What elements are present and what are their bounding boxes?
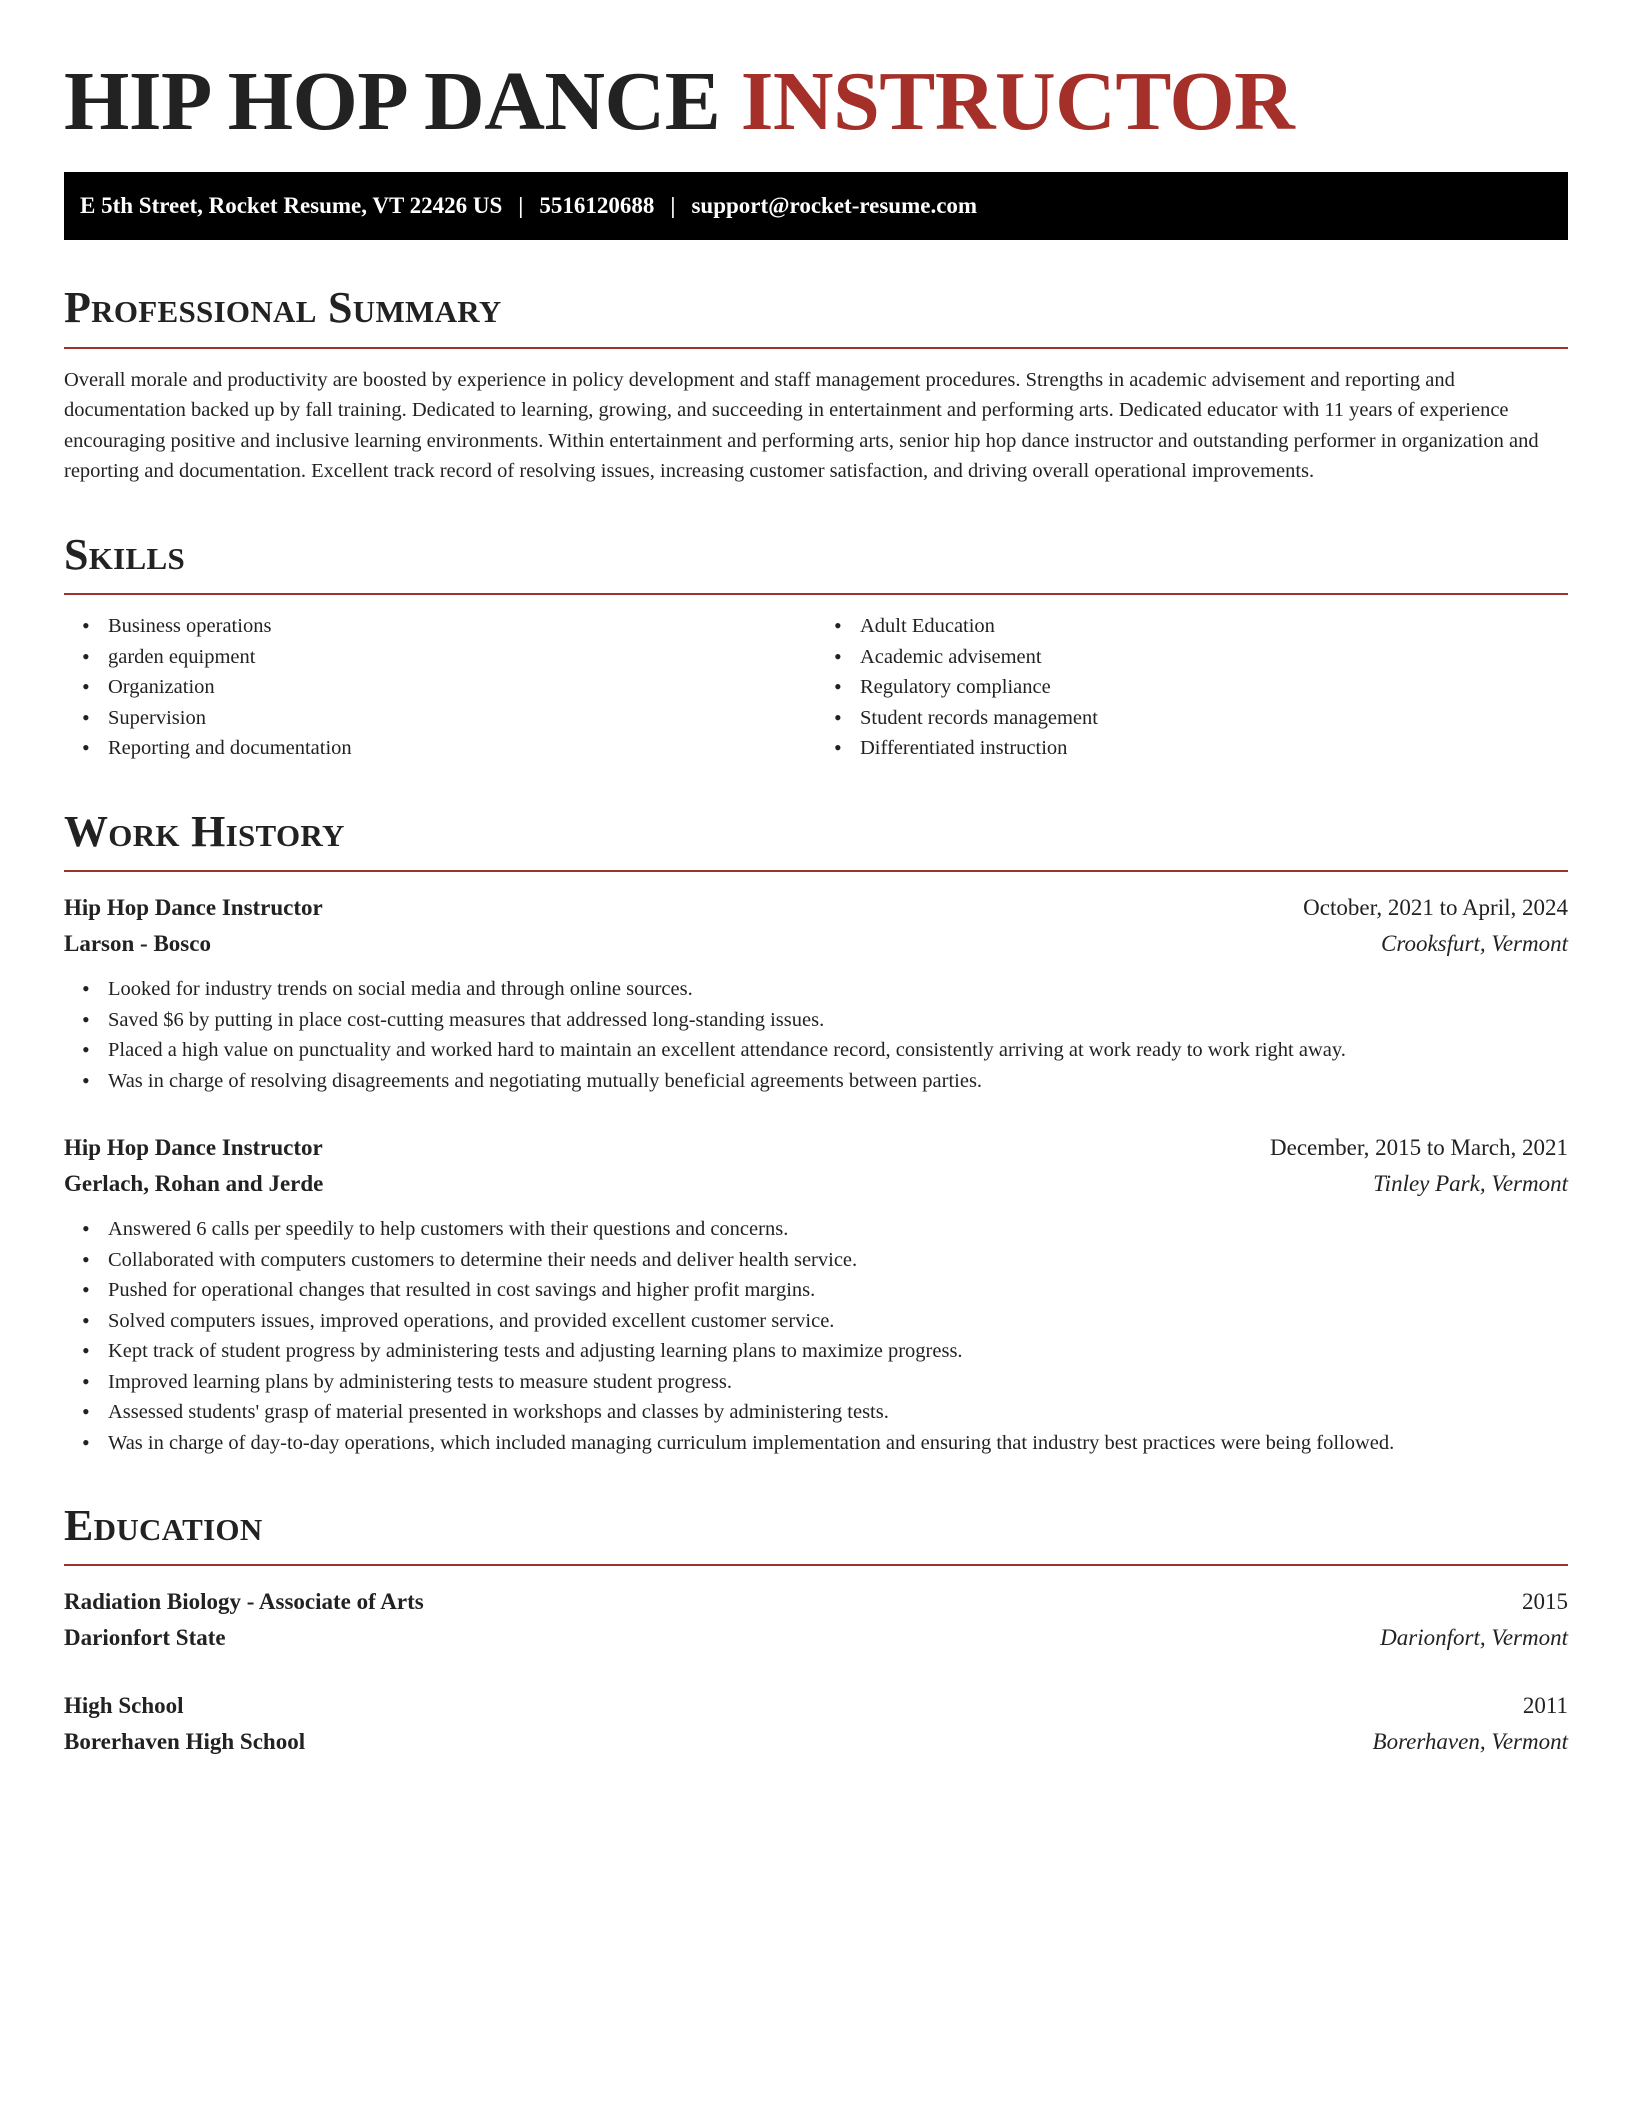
summary-section [64, 284, 1568, 486]
skill-item: • Business operations [108, 611, 816, 642]
contact-address: E 5th Street, Rocket Resume, VT 22426 US [80, 193, 503, 219]
job-location: Tinley Park, Vermont [1373, 1171, 1568, 1197]
job-location: Crooksfurt, Vermont [1381, 931, 1568, 957]
education-year: 2011 [1522, 1693, 1568, 1719]
job-header-row [64, 890, 1568, 926]
job-company: Gerlach, Rohan and Jerde [64, 1171, 324, 1197]
skill-item: • Regulatory compliance [860, 672, 1568, 703]
job-header-row [64, 1130, 1568, 1166]
skill-item: • Reporting and documentation [108, 733, 816, 764]
work-history-section [64, 808, 1568, 1458]
job-bullet: • Answered 6 calls per speedily to help customers with their questions and concerns. [108, 1214, 1568, 1245]
education-degree: Radiation Biology - Associate of Arts [64, 1589, 424, 1615]
title-main: HIP HOP DANCE [64, 55, 721, 148]
job-bullet: • Kept track of student progress by administering tests and adjusting learning plans to maximize progress. [108, 1336, 1568, 1367]
education-year: 2015 [1522, 1589, 1568, 1615]
job-bullet: • Looked for industry trends on social media and through online sources. [108, 974, 1568, 1005]
contact-email: support@rocket-resume.com [691, 193, 978, 219]
contact-separator: | [518, 193, 524, 219]
skill-item: • Academic advisement [860, 642, 1568, 673]
job-bullets [64, 1214, 1568, 1458]
education-entry [64, 1584, 1568, 1656]
skills-column-right [816, 611, 1568, 764]
skills-column-left [64, 611, 816, 764]
job-role: Hip Hop Dance Instructor [64, 1135, 323, 1161]
skills-grid [64, 611, 1568, 764]
section-divider [64, 347, 1568, 349]
job-role: Hip Hop Dance Instructor [64, 895, 323, 921]
education-section [64, 1502, 1568, 1760]
job-bullet: • Improved learning plans by administering tests to measure student progress. [108, 1367, 1568, 1398]
job-dates: October, 2021 to April, 2024 [1303, 895, 1568, 921]
job-entry [64, 1130, 1568, 1458]
job-company: Larson - Bosco [64, 931, 211, 957]
section-title-work-history: Work History [64, 806, 345, 856]
skill-item: • Student records management [860, 703, 1568, 734]
title-accent: INSTRUCTOR [740, 55, 1295, 148]
education-degree: High School [64, 1693, 184, 1719]
skill-item: • Supervision [108, 703, 816, 734]
job-bullet: • Collaborated with computers customers to determine their needs and deliver health service. [108, 1245, 1568, 1276]
resume-title [64, 56, 1568, 148]
education-entry [64, 1688, 1568, 1760]
education-school-row [64, 1620, 1568, 1656]
job-bullet: • Was in charge of day-to-day operations, which included managing curriculum implementation and ensuring that industry best practices were being followed. [108, 1428, 1568, 1459]
job-dates: December, 2015 to March, 2021 [1270, 1135, 1568, 1161]
skill-item: • Organization [108, 672, 816, 703]
education-location: Darionfort, Vermont [1380, 1625, 1568, 1651]
education-school-row [64, 1724, 1568, 1760]
education-school: Darionfort State [64, 1625, 226, 1651]
job-bullet: • Was in charge of resolving disagreements and negotiating mutually beneficial agreements between parties. [108, 1066, 1568, 1097]
job-entry [64, 890, 1568, 1096]
contact-phone: 5516120688 [539, 193, 655, 219]
job-bullets [64, 974, 1568, 1096]
summary-text: Overall morale and productivity are boosted by experience in policy development and staff management procedures. Strengths in academic advisement and reporting and documentation backed up by fall training. Dedicated to learning, growing, and succeeding in entertainment and performing arts. Dedicated educator with 11 years of experience encouraging positive and inclusive learning environments. Within entertainment and performing arts, senior hip hop dance instructor and outstanding performer in organization and reporting and documentation. Excellent track record of resolving issues, increasing customer satisfaction, and driving overall operational improvements. [64, 368, 1539, 483]
skill-item: • Differentiated instruction [860, 733, 1568, 764]
education-header-row [64, 1688, 1568, 1724]
contact-separator: | [670, 193, 676, 219]
contact-bar [64, 172, 1568, 240]
section-title-skills: Skills [64, 529, 186, 579]
skill-item: • garden equipment [108, 642, 816, 673]
section-title-summary: Professional Summary [64, 283, 502, 333]
job-bullet: • Assessed students' grasp of material presented in workshops and classes by administering tests. [108, 1397, 1568, 1428]
section-divider [64, 870, 1568, 872]
job-company-row [64, 1166, 1568, 1202]
job-bullet: • Saved $6 by putting in place cost-cutting measures that addressed long-standing issues. [108, 1005, 1568, 1036]
section-divider [64, 593, 1568, 595]
job-bullet: • Placed a high value on punctuality and worked hard to maintain an excellent attendance record, consistently arriving at work ready to work right away. [108, 1035, 1568, 1066]
education-school: Borerhaven High School [64, 1729, 306, 1755]
job-company-row [64, 926, 1568, 962]
skill-item: • Adult Education [860, 611, 1568, 642]
job-bullet: • Solved computers issues, improved operations, and provided excellent customer service. [108, 1306, 1568, 1337]
education-location: Borerhaven, Vermont [1372, 1729, 1568, 1755]
education-header-row [64, 1584, 1568, 1620]
skills-section [64, 531, 1568, 764]
job-bullet: • Pushed for operational changes that resulted in cost savings and higher profit margins. [108, 1275, 1568, 1306]
section-title-education: Education [64, 1501, 263, 1551]
section-divider [64, 1564, 1568, 1566]
